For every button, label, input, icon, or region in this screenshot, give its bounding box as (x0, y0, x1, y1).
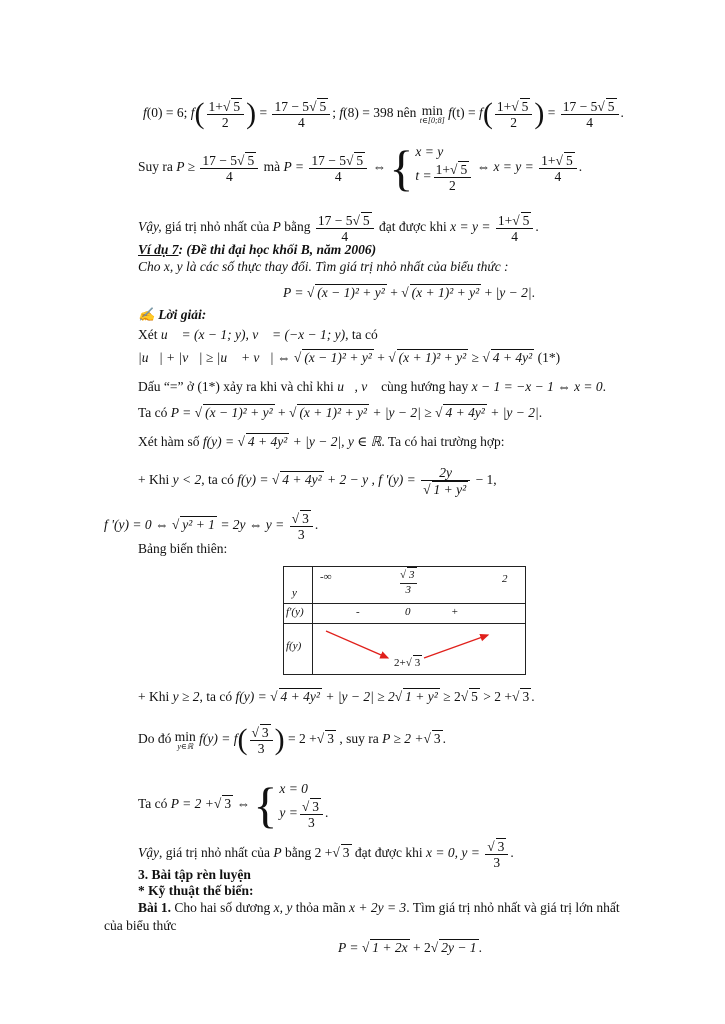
sol-line-11: Ta có P = 2 +√ 3 ⇔ { x = 0 y = √ $\frac{3}{3}$ . (138, 780, 328, 830)
sol-line-4: Ta có P = √ (x − 1)² + y² + √ (x + 1)² + y² + |y − 2| ≥ √ 4 + 4y² + |y − 2|. (138, 404, 542, 422)
line-suy-ra: Suy ra P ≥ $\frac{17 - 5√ 5}{4}$ mà P = $\frac{17 - 5√ 5}{4}$ ⇔ { x = y t = $\frac{1+√ 5}{2}$ ⇔ x = y = $\frac{1+√ 5}{4}$ . (138, 143, 582, 193)
sol-line-12: Vậy, giá trị nhỏ nhất của P bằng 2 +√ 3 đạt được khi x = 0, y = √ $\frac{3}{3}$ . (138, 838, 514, 870)
sol-line-2: |u⃗| + |v⃗| ≥ |u⃗ + v⃗| ⇔ √ (x − 1)² + y² + √ (x + 1)² + y² ≥ √ 4 + 4y² (1*) (138, 349, 560, 367)
sol-line-10: Do đó min y∈ℝ f(y) = f( √ $\frac{3}{3}$ ) = 2 +√ 3 , suy ra P ≥ 2 +√ 3 . (138, 724, 446, 756)
pen-icon: ✍ (138, 307, 155, 322)
variation-table: y -∞ √ 3 3 2 f'(y) - 0 + f(y) 2+√ 3 (283, 566, 526, 675)
sol-line-5: Xét hàm số f(y) = √ 4 + 4y² + |y − 2|, y ∈ ℝ. Ta có hai trường hợp: (138, 433, 505, 451)
section-3a-title: * Kỹ thuật thế biến: (138, 883, 254, 898)
sol-line-3: Dấu “=” ở (1*) xảy ra khi và chỉ khi u⃗, v⃗ cùng hướng hay x − 1 = −x − 1 ⇔ x = 0. (138, 379, 607, 394)
example-7-heading: Ví dụ 7: (Đề thi đại học khối B, năm 2006) (138, 242, 377, 257)
solution-heading: ✍ Lời giải: (138, 307, 207, 322)
line-conclusion-1: Vậy, giá trị nhỏ nhất của P bằng $\frac{17 - 5√ 5}{4}$ đạt được khi x = y = $\frac{1+√ 5}{4}$ . (138, 212, 539, 244)
example-7-expression: P = √ (x − 1)² + y² + √ (x + 1)² + y² + |y − 2|. (283, 284, 535, 302)
increasing-arrow (424, 635, 488, 658)
example-7-task: Cho x, y là các số thực thay đổi. Tìm giá trị nhỏ nhất của biểu thức : (138, 259, 509, 274)
system-brace: { x = y t = $\frac{1+√ 5}{2}$ (389, 143, 473, 193)
sol-line-7: f '(y) = 0 ⇔ √ y² + 1 = 2y ⇔ y = √ $\frac{3}{3}$ . (104, 510, 318, 542)
decreasing-arrow (326, 631, 388, 658)
section-3-title: 3. Bài tập rèn luyện (138, 867, 251, 882)
variation-arrows (284, 567, 527, 676)
sol-line-6: + Khi y < 2, ta có f(y) = √ 4 + 4y² + 2 − y , f '(y) = 2y √ 1 + y² − 1, (138, 465, 497, 497)
sol-line-1: Xét u⃗ = (x − 1; y), v⃗ = (−x − 1; y), ta có (138, 327, 378, 342)
variation-table-label: Bảng biến thiên: (138, 541, 228, 556)
sol-line-9: + Khi y ≥ 2, ta có f(y) = √ 4 + 4y² + |y − 2| ≥ 2√ 1 + y² ≥ 2√ 5 > 2 +√ 3 . (138, 688, 535, 706)
exercise-1-cont: của biểu thức (104, 918, 177, 933)
exercise-1: Bài 1. Cho hai số dương x, y thỏa mãn x + 2y = 3. Tìm giá trị nhỏ nhất và giá trị lớn nhất (138, 900, 620, 915)
line-f-values: f(0) = 6; f( $\frac{1+√ 5}{2}$ ) = $\frac{17 - 5√ 5}{4}$ ; f(8) = 398 nên min t∈[0;8] f(t) = f( $\frac{1+√ 5}{2}$ ) = $\frac{17 - 5√ 5}{4}$ . (143, 98, 624, 130)
exercise-1-expression: P = √ 1 + 2x + 2√ 2y − 1 . (338, 939, 482, 957)
